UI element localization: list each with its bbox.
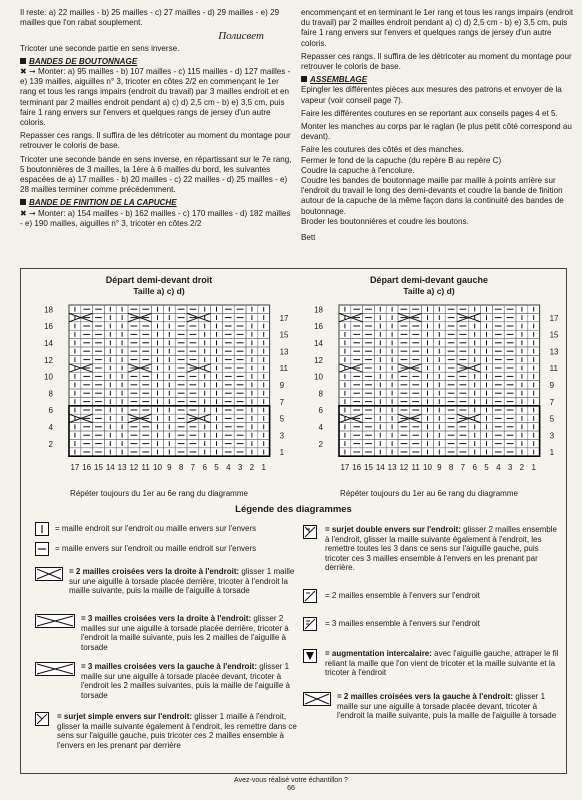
paragraph: Epingler les différentes pièces aux mesures des patrons et envoyer de la vapeur (voir conseil page 7). [301, 85, 562, 105]
paragraph: Il reste: a) 22 mailles - b) 25 mailles - c) 27 mailles - d) 29 mailles - e) 29 mailles que l'on rabat souplement. [20, 8, 280, 28]
legend-title: Légende des diagrammes [235, 504, 352, 515]
row-label: 14 [314, 339, 323, 348]
row-label: 10 [44, 372, 53, 382]
row-label: 13 [279, 347, 289, 357]
row-label: 18 [44, 305, 53, 315]
legend-item [303, 649, 559, 689]
row-label: 5 [549, 414, 555, 424]
page-footer [0, 777, 582, 793]
column-label: 10 [423, 463, 432, 473]
column-label: 7 [460, 463, 466, 473]
legend-item [35, 712, 297, 764]
section-heading [20, 198, 294, 208]
chart-title: Départ demi-devant gauche [369, 275, 489, 285]
legend-bold: = 3 mailles croisées vers la droite à l'endroit: [81, 614, 252, 623]
legend-item [303, 525, 559, 585]
square-bullet-icon [20, 199, 26, 205]
column-label: 9 [437, 463, 442, 473]
row-label: 12 [44, 355, 53, 365]
column-label: 17 [340, 463, 350, 473]
paragraph: Tricoter une seconde bande en sens inverse, en répartissant sur le 7e rang, 5 boutonnières de 3 mailles, la 1ère à 6 mailles du bord, les suivantes espacées de a) 17 mailles - b) 20 mailles - c) 22 mailles - d) 25 mailles - e) 28 mailles terminer comme précédemment. [20, 154, 292, 195]
section-heading-label: ASSEMBLAGE [310, 75, 368, 85]
column-label: 3 [237, 463, 243, 473]
column-label: 2 [249, 463, 255, 473]
row-label: 9 [279, 381, 285, 390]
increase-icon [303, 649, 317, 663]
single-decrease-icon [35, 712, 49, 726]
row-label: 13 [549, 347, 559, 357]
row-label: 12 [314, 355, 323, 365]
signature: Bett [301, 233, 316, 243]
chart-title: Départ demi-devant droit [105, 275, 213, 285]
legend-item [303, 692, 559, 732]
row-label: 15 [549, 330, 559, 340]
cross-3-left-icon [35, 662, 75, 676]
page-number: 66 [287, 785, 295, 792]
row-label: 3 [279, 431, 285, 441]
paragraph: Monter les manches au corps par le raglan (le plus petit côté correspond au devant). [301, 122, 572, 142]
cross-3-right-icon [35, 614, 75, 628]
row-label: 10 [314, 372, 323, 382]
knitting-chart [299, 299, 559, 477]
chart-subtitle: Taille a) c) d) [133, 286, 185, 296]
legend-bold: = 2 mailles croisées vers la gauche à l'endroit: [337, 692, 513, 701]
column-label: 9 [167, 463, 172, 473]
column-label: 16 [352, 463, 362, 473]
double-decrease-icon [303, 525, 317, 539]
legend-bold: = 3 mailles croisées vers la gauche à l'endroit: [81, 662, 257, 671]
row-label: 11 [549, 364, 558, 374]
row-label: 6 [48, 406, 53, 416]
column-label: 2 [519, 463, 525, 473]
legend-text: = 3 mailles ensemble à l'envers sur l'endroit [325, 619, 480, 628]
chart-footnote: Répéter toujours du 1er au 6e rang du diagramme [70, 489, 248, 498]
row-label: 9 [549, 381, 555, 390]
chart-grid [339, 305, 540, 456]
paragraph: Faire les différentes coutures en se reportant aux conseils pages 4 et 5. [301, 108, 558, 118]
legend-item [35, 567, 297, 607]
chart-subtitle: Taille a) c) d) [403, 286, 455, 296]
legend-item [35, 614, 297, 654]
column-label: 12 [399, 463, 409, 473]
paragraph: Tricoter une seconde partie en sens inverse. [20, 43, 180, 53]
paragraph: ✖ ➞ Monter: a) 95 mailles - b) 107 mailles - c) 115 mailles - d) 127 mailles - e) 139 mailles, aiguilles n° 3, tricoter en côtes 2/2 en commençant le 1er rang et tous les rangs impairs (endroit du travail) par 3 mailles endroit et en terminant par 2 mailles endroit pendant a) c) d) 2,5 cm - b) e) 3,5 cm, puis faire 1 rang envers sur l'envers et quelques rangs de jersey d'un autre coloris. [20, 67, 291, 128]
column-label: 1 [531, 463, 536, 473]
legend-text: = maille endroit sur l'endroit ou maille envers sur l'envers [55, 524, 257, 533]
column-label: 12 [129, 463, 139, 473]
paragraph: ✖ ➞ Monter: a) 154 mailles - b) 162 mailles - c) 170 mailles - d) 182 mailles - e) 190 mailles, aiguilles n° 3, tricoter en côtes 2/2 [20, 208, 291, 228]
paragraph: Faire les coutures des côtés et des manches. [301, 145, 464, 155]
legend-text: glisser 2 mailles ensemble à l'endroit, glisser la maille suivante également à l'endroit, les remettre toutes les 3 dans ce sens sur l'aiguille gauche, puis tricoter ces 3 mailles ensemble à l'envers en les prenant par derrière. [325, 525, 557, 573]
row-label: 6 [318, 406, 323, 416]
row-label: 16 [314, 322, 323, 332]
footer-note: Avez-vous réalisé votre échantillon ? [234, 777, 348, 784]
k3tog-purl-icon [303, 617, 317, 631]
paragraph: Broder les boutonnières et coudre les boutons. [301, 216, 469, 226]
column-label: 4 [226, 463, 231, 473]
legend-bold: = surjet double envers sur l'endroit: [325, 525, 461, 534]
legend-item [303, 617, 559, 631]
column-label: 6 [202, 463, 207, 473]
section-heading-label: BANDE DE FINITION DE LA CAPUCHE [29, 198, 177, 208]
chart-grid [69, 305, 270, 456]
row-label: 4 [318, 423, 323, 432]
row-label: 2 [48, 439, 53, 449]
row-label: 15 [279, 330, 289, 340]
knitting-chart [29, 299, 289, 477]
legend-bold: = surjet simple envers sur l'endroit: [57, 712, 193, 721]
row-label: 17 [279, 313, 289, 323]
row-label: 5 [279, 414, 285, 424]
column-label: 11 [411, 463, 420, 473]
column-label: 13 [117, 463, 127, 473]
legend-text: glisser 2 mailles sur une aiguille à torsade placée derrière, tricoter à l'endroit la maille suivante, puis les 2 mailles de l'aiguille à torsade [81, 614, 289, 652]
row-label: 1 [549, 448, 555, 458]
left-text-column [20, 8, 294, 232]
row-label: 7 [279, 397, 285, 407]
legend-item [35, 662, 297, 702]
purl-stitch-icon [35, 542, 49, 556]
chart-right-front [29, 275, 289, 505]
section-heading-label: BANDES DE BOUTONNAGE [29, 56, 138, 66]
legend-text: glisser 1 maille à l'endroit, glisser la maille suivante également à l'endroit, les remettre dans ce sens sur l'aiguille gauche, puis tricoter ces 2 mailles ensemble à l'envers en les prenant par derrière [57, 712, 297, 750]
column-label: 10 [153, 463, 162, 473]
column-label: 15 [94, 463, 103, 473]
k2tog-purl-icon [303, 589, 317, 603]
paragraph: Fermer le fond de la capuche (du repère B au repère C) [301, 155, 502, 165]
row-label: 18 [314, 305, 323, 315]
column-label: 13 [387, 463, 397, 473]
chart-footnote: Répéter toujours du 1er au 6e rang du diagramme [340, 489, 518, 498]
paragraph: encommençant et en terminant le 1er rang et tous les rangs impairs (endroit du travail) par 2 mailles endroit pendant a) c) d) 2,5 cm - b) e) 3,5 cm, puis faire 1 rang envers sur l'envers et quelques rangs de jersey d'un autre coloris. [301, 8, 574, 48]
row-label: 8 [318, 389, 323, 399]
square-bullet-icon [301, 76, 307, 82]
column-label: 4 [496, 463, 501, 473]
column-label: 14 [375, 463, 385, 473]
row-label: 1 [279, 448, 285, 458]
paragraph: Repasser ces rangs. Il suffira de les détricoter au moment du montage pour retrouver le coloris de base. [20, 131, 291, 151]
legend-bold: = augmentation intercalaire: [325, 649, 432, 658]
paragraph: Repasser ces rangs. Il suffira de les détricoter au moment du montage pour retrouver le coloris de base. [301, 51, 572, 72]
row-label: 8 [48, 389, 53, 399]
column-label: 6 [472, 463, 477, 473]
knit-stitch-icon [35, 522, 49, 536]
row-label: 2 [318, 439, 323, 449]
row-label: 14 [44, 339, 53, 348]
cross-2-left-icon [303, 692, 331, 706]
legend-text: glisser 1 maille sur une aiguille à torsade placée devant, tricoter à l'endroit la maille suivante, puis la maille de l'aiguille à torsade [337, 692, 557, 721]
legend-item [35, 522, 285, 536]
square-bullet-icon [20, 58, 26, 64]
row-label: 3 [549, 431, 555, 441]
paragraph: Coudre la capuche à l'encolure. [301, 165, 415, 175]
section-heading [301, 75, 575, 85]
legend-text: avec l'aiguille gauche, attraper le fil reliant la maille que l'on vient de tricoter et la maille suivante et la tricoter à l'endroit [325, 649, 559, 678]
chart-left-front [299, 275, 559, 505]
column-label: 8 [178, 463, 184, 473]
column-label: 1 [261, 463, 266, 473]
legend-text: glisser 1 maille sur une aiguille à torsade placée devant, tricoter à l'endroit les 2 mailles suivantes, puis la maille de l'aiguille à torsade [81, 662, 290, 700]
legend-text: = maille envers sur l'endroit ou maille endroit sur l'envers [55, 544, 257, 553]
column-label: 11 [141, 463, 150, 473]
column-label: 5 [484, 463, 489, 473]
column-label: 14 [105, 463, 115, 473]
column-label: 16 [82, 463, 92, 473]
paragraph: Coudre les bandes de boutonnage maille par maille à points arrière sur l'endroit du travail le long des demi-devants et coudre la bande de finition autour de la capuche de la même façon dans la continuité des bandes de boutonnage. [301, 176, 564, 216]
diagram-area [20, 268, 567, 774]
right-text-column [301, 8, 575, 246]
column-label: 15 [364, 463, 373, 473]
handwritten-label: Полисвет [218, 30, 264, 43]
row-label: 17 [549, 313, 559, 323]
column-label: 7 [190, 463, 196, 473]
section-heading [20, 57, 294, 67]
legend-item [303, 589, 559, 603]
row-label: 16 [44, 322, 53, 332]
column-label: 5 [214, 463, 219, 473]
legend-bold: = 2 mailles croisées vers la droite à l'endroit: [69, 567, 240, 576]
row-label: 4 [48, 423, 53, 432]
legend-item [35, 542, 285, 556]
legend-text: = 2 mailles ensemble à l'envers sur l'endroit [325, 591, 480, 600]
column-label: 17 [70, 463, 80, 473]
row-label: 11 [279, 364, 288, 374]
column-label: 3 [507, 463, 513, 473]
row-label: 7 [549, 397, 555, 407]
cross-2-right-icon [35, 567, 63, 581]
column-label: 8 [448, 463, 454, 473]
legend-text: glisser 1 maille sur une aiguille à torsade placée derrière, tricoter à l'endroit la maille suivante, puis la maille de l'aiguille à torsade [69, 567, 295, 596]
